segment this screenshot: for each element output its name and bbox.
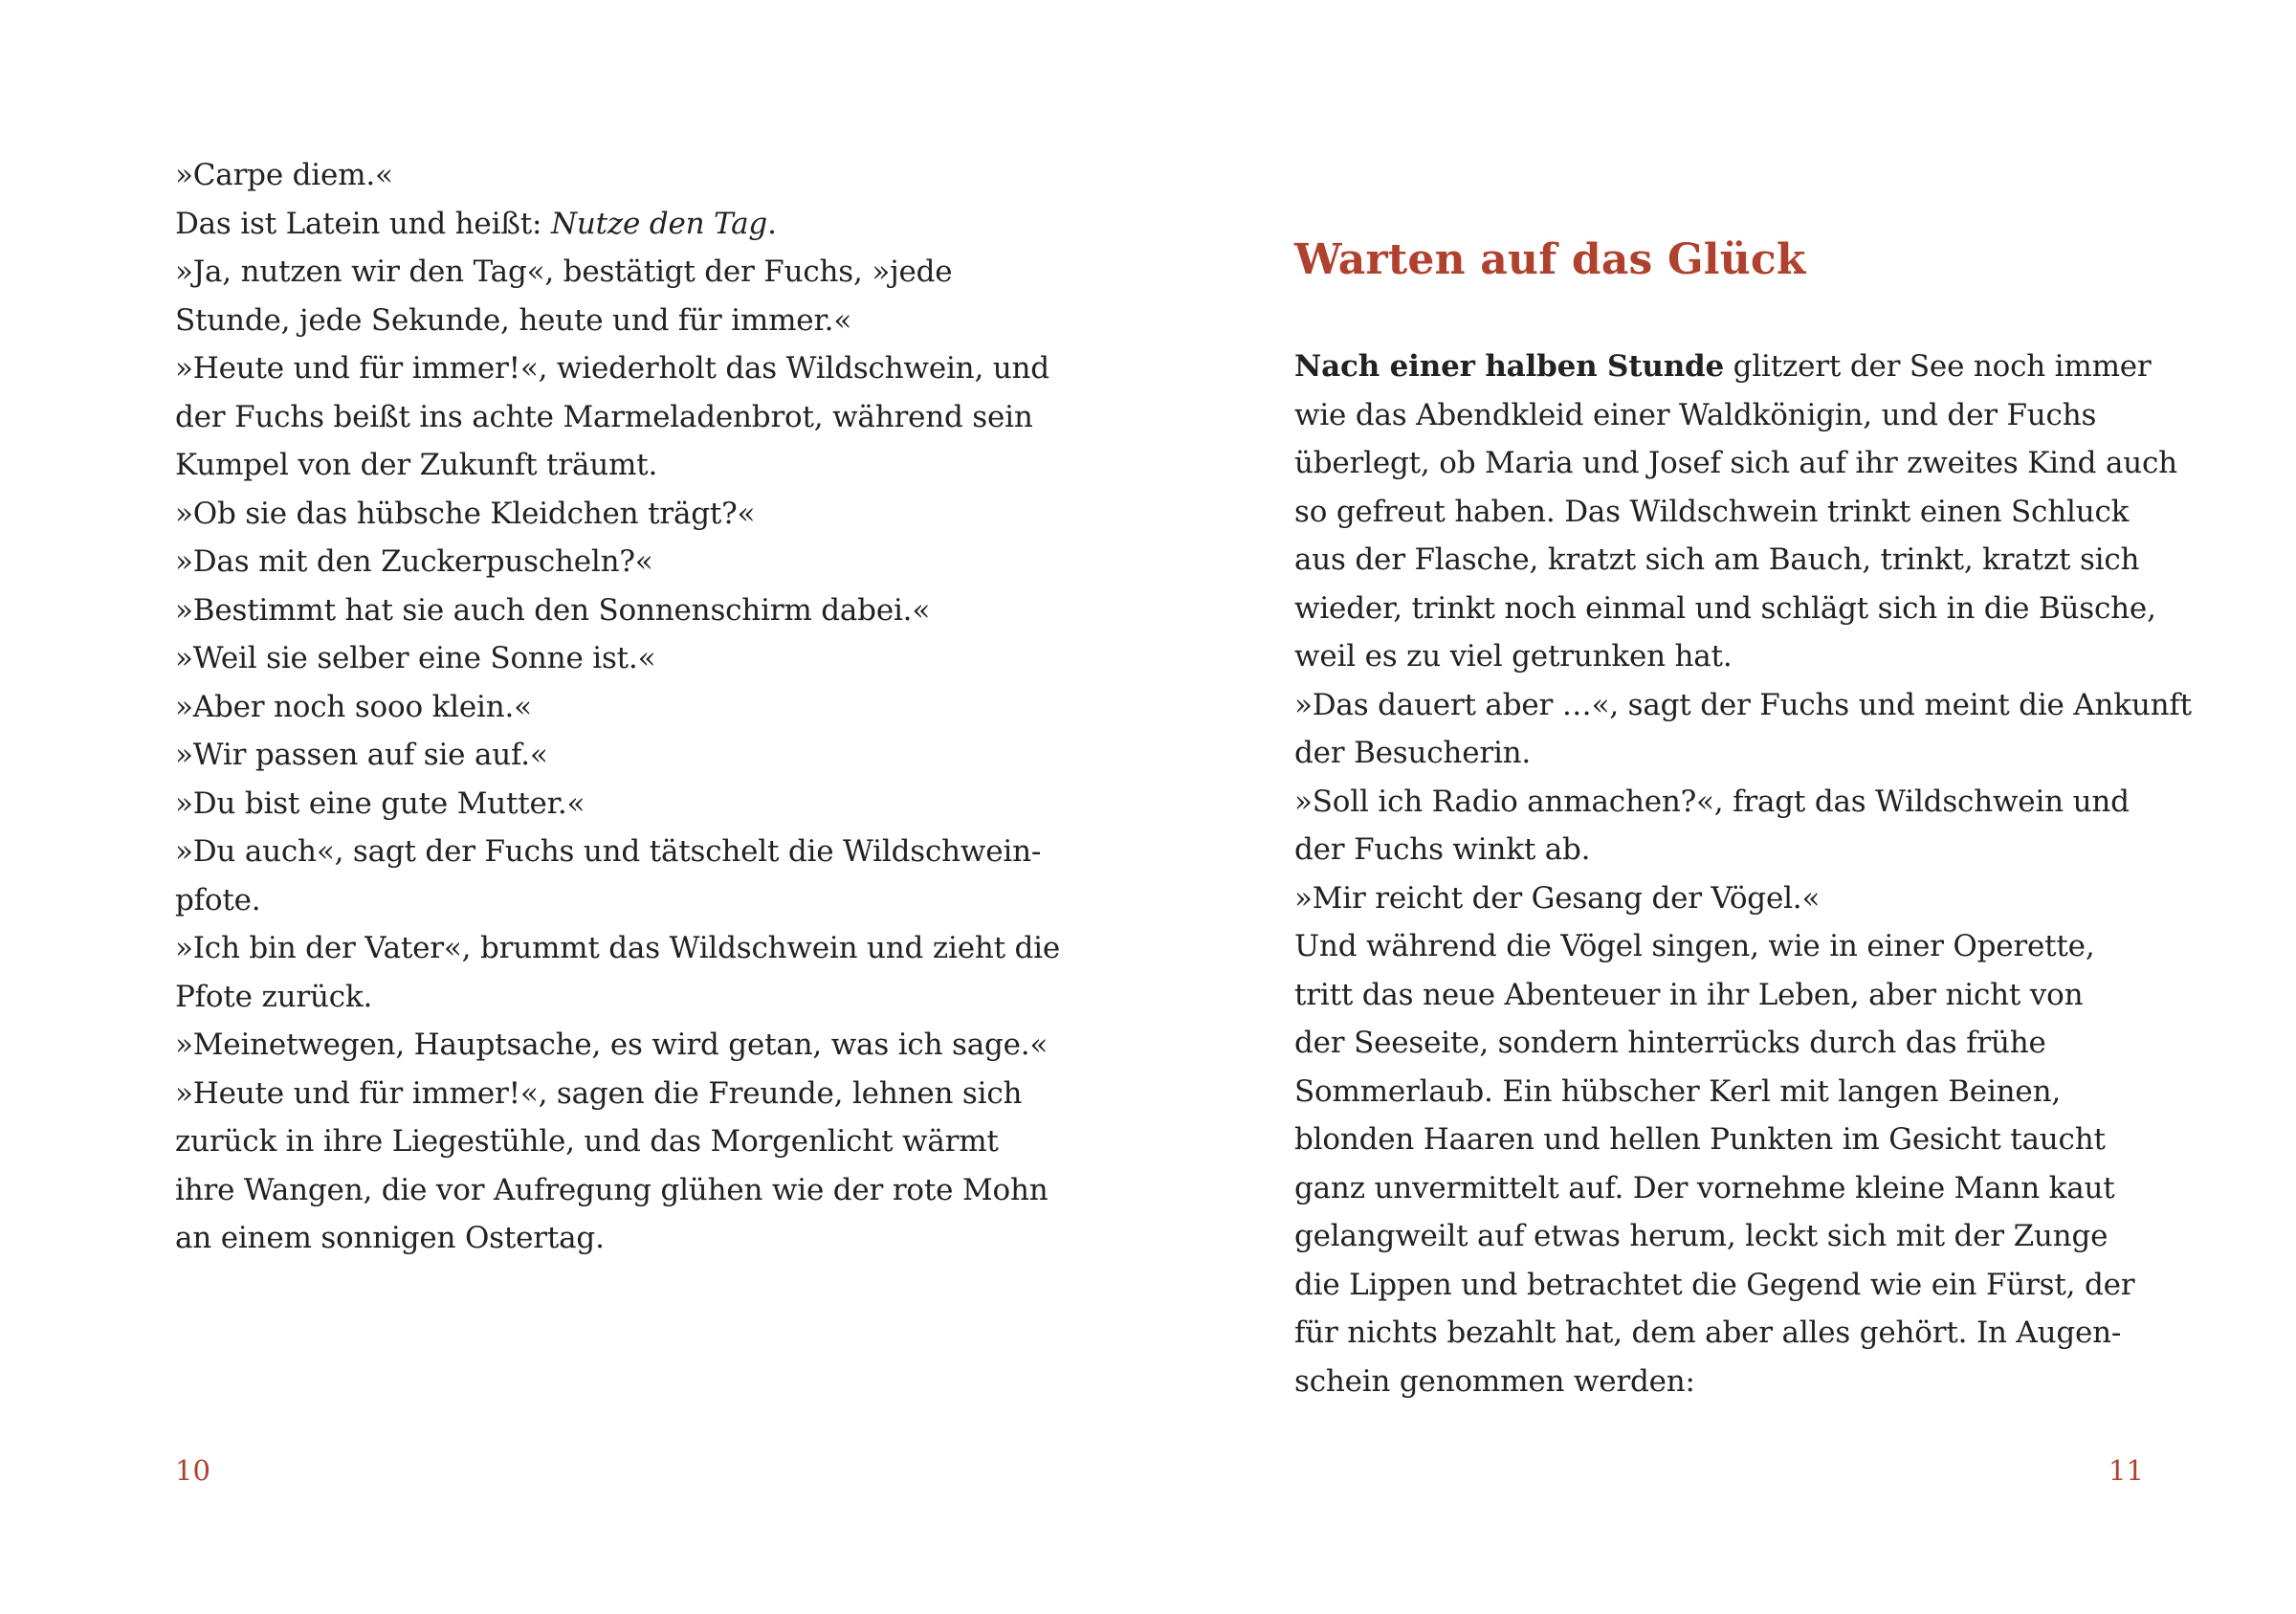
text-line: »Heute und für immer!«, wiederholt das Wildschwein, und <box>175 351 1049 386</box>
text-line: pfote. <box>175 882 261 918</box>
text-line: »Das dauert aber …«, sagt der Fuchs und meint die Ankunft <box>1294 687 2192 722</box>
text-line: so gefreut haben. Das Wildschwein trinkt einen Schluck <box>1294 494 2130 529</box>
text-line: Stunde, jede Sekunde, heute und für immer.« <box>175 302 852 338</box>
left-page-text <box>175 151 1061 1263</box>
text-line: der Seeseite, sondern hinterrücks durch das frühe <box>1294 1026 2046 1060</box>
text-line <box>1294 343 2155 391</box>
text-line: der Fuchs beißt ins achte Marmeladenbrot, während sein <box>175 399 1033 434</box>
text-line: aus der Flasche, kratzt sich am Bauch, trinkt, kratzt sich <box>1294 542 2140 577</box>
lead-in-bold: Nach einer halben Stunde <box>1294 349 1725 384</box>
text-line: Und während die Vögel singen, wie in einer Operette, <box>1294 929 2095 963</box>
text-line: wie das Abendkleid einer Waldkönigin, und der Fuchs <box>1294 397 2097 432</box>
text-line: überlegt, ob Maria und Josef sich auf ihr zweites Kind auch <box>1294 446 2177 480</box>
text-line: »Ich bin der Vater«, brummt das Wildschwein und zieht die <box>175 931 1061 965</box>
text-line: Kumpel von der Zukunft träumt. <box>175 448 658 482</box>
text-line: »Carpe diem.« <box>175 158 393 192</box>
text-line: ihre Wangen, die vor Aufregung glühen wie der rote Mohn <box>175 1172 1049 1207</box>
text-line: für nichts bezahlt hat, dem aber alles gehört. In Augen- <box>1294 1316 2122 1350</box>
text-line: »Meinetwegen, Hauptsache, es wird getan, was ich sage.« <box>175 1028 1049 1062</box>
chapter-title: Warten auf das Glück <box>1294 235 1806 284</box>
text-line: weil es zu viel getrunken hat. <box>1294 639 1733 674</box>
right-page-text <box>1294 343 2192 1405</box>
text-line: »Heute und für immer!«, sagen die Freunde, lehnen sich <box>175 1075 1023 1111</box>
text-segment: Das ist Latein und heißt: <box>175 206 551 241</box>
text-line: Pfote zurück. <box>175 979 373 1014</box>
page-number-left: 10 <box>175 1454 210 1487</box>
text-line: gelangweilt auf etwas herum, leckt sich mit der Zunge <box>1294 1219 2108 1253</box>
text-line: »Mir reicht der Gesang der Vögel.« <box>1294 880 1821 916</box>
text-line: der Besucherin. <box>1294 736 1532 770</box>
text-segment: glitzert der See noch immer <box>1724 349 2152 384</box>
text-segment: . <box>767 206 777 241</box>
text-line: die Lippen und betrachtet die Gegend wie ein Fürst, der <box>1294 1267 2135 1302</box>
text-line: »Weil sie selber eine Sonne ist.« <box>175 641 656 675</box>
text-line: »Wir passen auf sie auf.« <box>175 738 548 772</box>
text-line: »Ja, nutzen wir den Tag«, bestätigt der Fuchs, »jede <box>175 254 953 289</box>
text-line: »Du bist eine gute Mutter.« <box>175 785 585 821</box>
text-line: tritt das neue Abenteuer in ihr Leben, aber nicht von <box>1294 977 2084 1012</box>
italic-phrase: Nutze den Tag <box>550 206 768 241</box>
page-number-right: 11 <box>2108 1454 2144 1487</box>
text-line: wieder, trinkt noch einmal und schlägt sich in die Büsche, <box>1294 590 2156 626</box>
text-line: zurück in ihre Liegestühle, und das Morgenlicht wärmt <box>175 1124 999 1159</box>
right-page <box>1148 0 2296 1614</box>
text-line: Sommerlaub. Ein hübscher Kerl mit langen Beinen, <box>1294 1073 2061 1109</box>
text-line: »Soll ich Radio anmachen?«, fragt das Wildschwein und <box>1294 784 2130 819</box>
text-line: »Aber noch sooo klein.« <box>175 689 532 724</box>
text-line: »Ob sie das hübsche Kleidchen trägt?« <box>175 496 756 531</box>
text-line: an einem sonnigen Ostertag. <box>175 1221 605 1255</box>
text-line: schein genommen werden: <box>1294 1363 1695 1399</box>
text-line: »Das mit den Zuckerpuscheln?« <box>175 544 653 579</box>
text-line: der Fuchs winkt ab. <box>1294 832 1591 867</box>
text-line: »Du auch«, sagt der Fuchs und tätschelt die Wildschwein- <box>175 834 1042 869</box>
text-line: blonden Haaren und hellen Punkten im Gesicht taucht <box>1294 1122 2106 1157</box>
text-line <box>175 200 1036 249</box>
text-line: »Bestimmt hat sie auch den Sonnenschirm dabei.« <box>175 592 931 628</box>
text-line: ganz unvermittelt auf. Der vornehme kleine Mann kaut <box>1294 1170 2115 1205</box>
